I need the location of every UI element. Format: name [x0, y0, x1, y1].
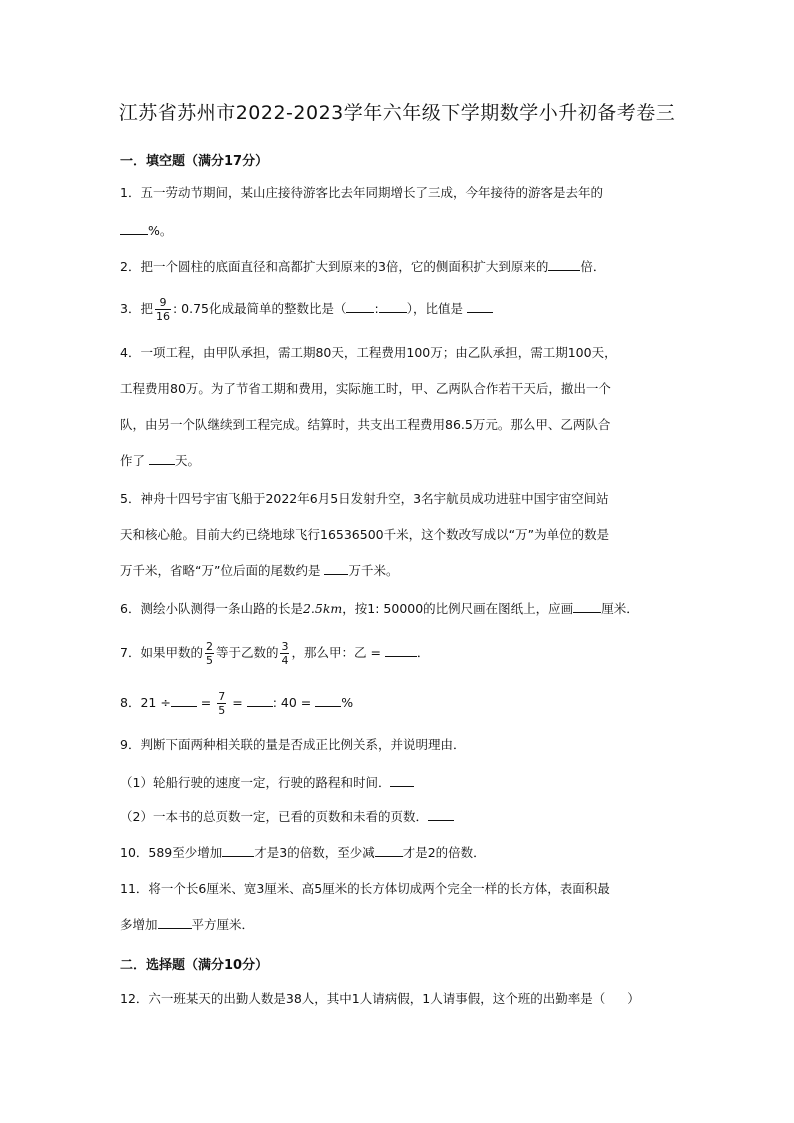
- question-3: 3．把 $\frac{9}{16}$ : 0.75化成最简单的整数比是（ : ），比值是: [120, 296, 493, 323]
- answer-blank[interactable]: [149, 452, 175, 465]
- question-11-line-2: 多增加 平方厘米．: [120, 917, 255, 932]
- fraction: $\frac{9}{16}$: [155, 296, 170, 323]
- question-9-part-2: （2）一本书的总页数一定，已看的页数和未看的页数．: [120, 808, 454, 826]
- answer-blank[interactable]: [158, 916, 192, 929]
- question-8: 8．21 ÷ = $\frac{7}{5}$ = : 40 = %: [120, 690, 354, 717]
- question-4-line-3: 队，由另一个队继续到工程完成。结算时，共支出工程费用86.5万元。那么甲、乙两队合: [120, 417, 611, 432]
- answer-blank[interactable]: [324, 562, 348, 575]
- answer-blank[interactable]: [390, 774, 414, 787]
- fraction: $\frac{7}{5}$: [218, 690, 226, 717]
- fraction: $\frac{3}{4}$: [281, 640, 289, 667]
- question-4-line-2: 工程费用80万。为了节省工期和费用，实际施工时，甲、乙两队合作若干天后，撤出一个: [120, 381, 611, 396]
- page-title: 江苏省苏州市2022-2023学年六年级下学期数学小升初备考卷三: [118, 102, 676, 124]
- question-12: 12．六一班某天的出勤人数是38人，其中1人请病假，1人请事假，这个班的出勤率是（ ）: [120, 991, 640, 1006]
- answer-blank[interactable]: [315, 694, 341, 707]
- question-5-line-2: 天和核心舱。目前大约已绕地球飞行16536500千米，这个数改写成以“万”为单位的数是: [120, 527, 610, 542]
- section-fill-in-heading: 一．填空题（满分17分）: [120, 154, 269, 169]
- answer-blank[interactable]: [247, 694, 273, 707]
- answer-blank[interactable]: [171, 694, 197, 707]
- answer-blank[interactable]: [346, 300, 374, 313]
- answer-blank[interactable]: [222, 844, 254, 857]
- question-7: 7．如果甲数的 $\frac{2}{5}$ 等于乙数的 $\frac{3}{4}$ ，那么甲：乙 = ．: [120, 640, 430, 667]
- answer-blank[interactable]: [467, 300, 493, 313]
- question-6: 6．测绘小队测得一条山路的长是2.5km，按1: 50000的比例尺画在图纸上，应画 厘米．: [120, 601, 639, 616]
- answer-blank[interactable]: [379, 300, 407, 313]
- question-2: 2．把一个圆柱的底面直径和高都扩大到原来的3倍，它的侧面积扩大到原来的 倍．: [120, 259, 606, 274]
- question-10: 10．589至少增加 才是3的倍数，至少减 才是2的倍数．: [120, 845, 486, 860]
- answer-blank[interactable]: [573, 600, 601, 613]
- question-9-part-1: （1）轮船行驶的速度一定，行驶的路程和时间．: [120, 774, 414, 792]
- question-1-line-2: %。: [120, 222, 172, 240]
- question-5-line-3: 万千米，省略“万”位后面的尾数约是 万千米。: [120, 563, 399, 578]
- question-4-line-1: 4．一项工程，由甲队承担，需工期80天，工程费用100万；由乙队承担，需工期100天，: [120, 345, 617, 360]
- answer-blank[interactable]: [120, 222, 148, 235]
- question-1-line-1: 1．五一劳动节期间，某山庄接待游客比去年同期增长了三成，今年接待的游客是去年的: [120, 185, 603, 200]
- fraction: $\frac{2}{5}$: [205, 640, 213, 667]
- answer-blank[interactable]: [548, 258, 580, 271]
- answer-blank[interactable]: [385, 644, 417, 657]
- section-choice-heading: 二．选择题（满分10分）: [120, 958, 269, 973]
- question-9-line-1: 9．判断下面两种相关联的量是否成正比例关系，并说明理由．: [120, 737, 466, 752]
- question-4-line-4: 作了 天。: [120, 453, 201, 468]
- question-11-line-1: 11．将一个长6厘米、宽3厘米、高5厘米的长方体切成两个完全一样的长方体，表面积最: [120, 881, 610, 896]
- answer-blank[interactable]: [428, 808, 454, 821]
- answer-blank[interactable]: [375, 844, 403, 857]
- question-5-line-1: 5．神舟十四号宇宙飞船于2022年6月5日发射升空，3名宇航员成功进驻中国宇宙空间站: [120, 491, 609, 506]
